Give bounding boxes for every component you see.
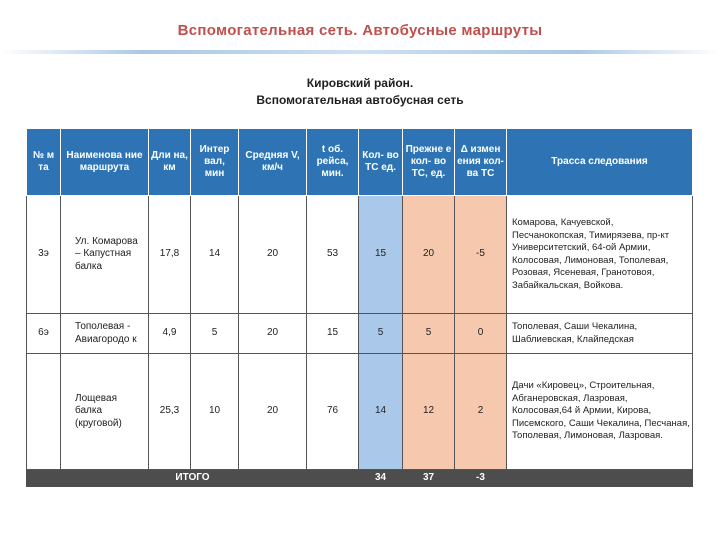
route-path: Комарова, Качуевской, Песчанокопская, Тимирязева, пр-кт Университетский, 64-ой Армии, Колосовая, Лимоновая, Тополевая, Розовая, Ясеневая, Гранотовоя, Забайкальская, Войкова. (507, 196, 693, 314)
total-label: ИТОГО (27, 470, 359, 487)
route-number (27, 354, 61, 470)
title-underline (0, 50, 720, 54)
route-speed: 20 (239, 354, 307, 470)
route-path: Дачи «Кировец», Строительная, Абганеровская, Лазровая, Колосовая,64 й Армии, Кирова, Писемского, Саши Чекалина, Песчаная, Тополевая, Лимоновая, Лазровая. (507, 354, 693, 470)
route-interval: 5 (191, 314, 239, 354)
header-trip-time: t об. рейса, мин. (307, 129, 359, 196)
route-interval: 14 (191, 196, 239, 314)
route-vehicle-count: 14 (359, 354, 403, 470)
route-speed: 20 (239, 196, 307, 314)
route-name: Ул. Комарова – Капустная балка (61, 196, 149, 314)
route-trip-time: 15 (307, 314, 359, 354)
table-row (27, 354, 693, 470)
header-interval: Интер вал, мин (191, 129, 239, 196)
route-trip-time: 76 (307, 354, 359, 470)
total-vehicle-count: 34 (359, 470, 403, 487)
route-interval: 10 (191, 354, 239, 470)
route-speed: 20 (239, 314, 307, 354)
header-route-path: Трасса следования (507, 129, 693, 196)
header-count-change: Δ измен ения кол-ва ТС (455, 129, 507, 196)
route-previous-count: 5 (403, 314, 455, 354)
route-length: 25,3 (149, 354, 191, 470)
route-previous-count: 20 (403, 196, 455, 314)
header-route-number: № м та (27, 129, 61, 196)
slide-title: Вспомогательная сеть. Автобусные маршруты (177, 22, 543, 39)
total-previous-count: 37 (403, 470, 455, 487)
total-count-change: -3 (455, 470, 507, 487)
total-row (27, 470, 693, 487)
route-number: 3э (27, 196, 61, 314)
header-vehicle-count: Кол- во ТС ед. (359, 129, 403, 196)
route-vehicle-count: 5 (359, 314, 403, 354)
route-count-change: 2 (455, 354, 507, 470)
heading-network: Вспомогательная автобусная сеть (256, 93, 464, 107)
header-previous-count: Прежне е кол- во ТС, ед. (403, 129, 455, 196)
route-vehicle-count: 15 (359, 196, 403, 314)
route-number: 6э (27, 314, 61, 354)
table-heading (0, 75, 720, 109)
header-speed: Средняя V, км/ч (239, 129, 307, 196)
header-length: Дли на, км (149, 129, 191, 196)
route-length: 17,8 (149, 196, 191, 314)
route-length: 4,9 (149, 314, 191, 354)
header-row (27, 129, 693, 196)
route-path: Тополевая, Саши Чекалина, Шаблиевская, Клайпедская (507, 314, 693, 354)
total-path-empty (507, 470, 693, 487)
route-name: Тополевая - Авиагородо к (61, 314, 149, 354)
route-trip-time: 53 (307, 196, 359, 314)
routes-table (26, 128, 693, 487)
table-row (27, 196, 693, 314)
header-route-name: Наименова ние маршрута (61, 129, 149, 196)
route-count-change: -5 (455, 196, 507, 314)
route-previous-count: 12 (403, 354, 455, 470)
route-name: Лощевая балка (круговой) (61, 354, 149, 470)
heading-district: Кировский район. (306, 76, 414, 90)
table-row (27, 314, 693, 354)
route-count-change: 0 (455, 314, 507, 354)
